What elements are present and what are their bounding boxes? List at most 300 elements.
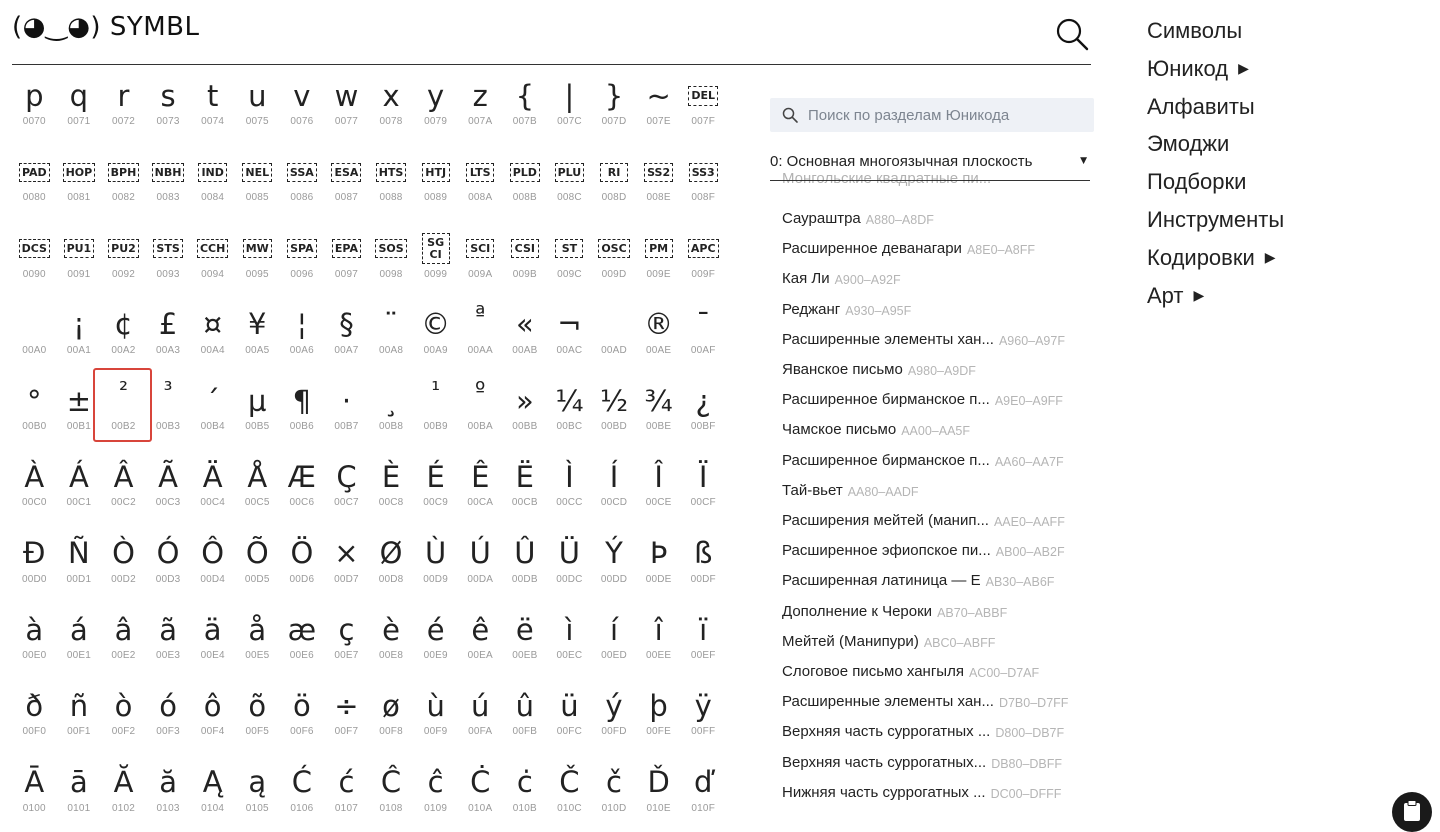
char-cell-00BB[interactable] xyxy=(503,373,548,449)
char-cell-00D2[interactable] xyxy=(101,526,146,602)
char-glyph: ï xyxy=(699,612,708,647)
char-cell-00BC[interactable] xyxy=(547,373,592,449)
char-cell-00DA[interactable] xyxy=(458,526,503,602)
char-code: 009E xyxy=(646,268,671,280)
char-cell-00AC[interactable] xyxy=(547,297,592,373)
char-glyph: Ì xyxy=(565,459,574,494)
char-glyph: ¡ xyxy=(73,307,85,342)
char-cell-010D[interactable] xyxy=(592,755,637,831)
char-code: 0082 xyxy=(111,192,135,204)
block-search-input[interactable] xyxy=(808,98,1088,132)
char-code: 008D xyxy=(601,192,627,204)
block-list-item[interactable] xyxy=(782,270,1092,292)
char-code: 0094 xyxy=(201,268,225,280)
char-code: 00A7 xyxy=(334,344,359,356)
char-cell-0081[interactable] xyxy=(57,144,102,220)
nav-item-3[interactable] xyxy=(1147,131,1229,157)
char-cell-007F[interactable] xyxy=(681,68,726,144)
char-code: 007A xyxy=(468,116,493,127)
char-cell-00B2[interactable] xyxy=(101,373,146,449)
char-code: 00C9 xyxy=(423,497,448,509)
char-cell-0084[interactable] xyxy=(190,144,235,220)
char-cell-00E9[interactable] xyxy=(413,602,458,678)
char-cell-00FF[interactable] xyxy=(681,678,726,754)
char-cell-008E[interactable] xyxy=(636,144,681,220)
char-cell-00D8[interactable] xyxy=(369,526,414,602)
block-list-item[interactable] xyxy=(782,603,1092,625)
char-cell-00C7[interactable] xyxy=(324,449,369,525)
char-glyph: ù xyxy=(426,688,445,723)
char-glyph: Ó xyxy=(156,536,180,571)
char-code: 00B0 xyxy=(22,421,47,433)
site-logo[interactable]: (◕‿◕) SYMBL xyxy=(12,12,200,42)
char-cell-0087[interactable] xyxy=(324,144,369,220)
char-glyph: Ð xyxy=(23,536,46,571)
char-cell-010E[interactable] xyxy=(636,755,681,831)
unicode-block-list[interactable] xyxy=(770,170,1092,810)
char-code: 00DD xyxy=(600,573,628,585)
char-cell-00C4[interactable] xyxy=(190,449,235,525)
char-cell-0090[interactable] xyxy=(12,221,57,297)
char-cell-0092[interactable] xyxy=(101,221,146,297)
char-cell-00C9[interactable] xyxy=(413,449,458,525)
char-cell-00CC[interactable] xyxy=(547,449,592,525)
block-name: Расширенное бирманское п... xyxy=(782,451,990,469)
char-cell-00EE[interactable] xyxy=(636,602,681,678)
char-glyph: Á xyxy=(68,459,89,494)
char-glyph: STS xyxy=(146,227,191,271)
char-glyph: ³ xyxy=(163,378,173,404)
char-cell-00C3[interactable] xyxy=(146,449,191,525)
char-cell-007A[interactable] xyxy=(458,68,503,144)
char-cell-00E5[interactable] xyxy=(235,602,280,678)
char-glyph: RI xyxy=(592,150,637,194)
char-code: 0108 xyxy=(379,802,403,814)
char-cell-00E4[interactable] xyxy=(190,602,235,678)
char-cell-0094[interactable] xyxy=(190,221,235,297)
char-cell-0086[interactable] xyxy=(280,144,325,220)
char-cell-009C[interactable] xyxy=(547,221,592,297)
char-code: 00A0 xyxy=(22,344,47,356)
char-cell-00F4[interactable] xyxy=(190,678,235,754)
block-list-item[interactable] xyxy=(782,784,1092,806)
block-range: AA00–AA5F xyxy=(901,424,971,439)
char-code: 00C6 xyxy=(289,497,315,509)
block-list-item[interactable] xyxy=(782,633,1092,655)
char-glyph: ó xyxy=(159,688,177,723)
char-cell-007E[interactable] xyxy=(636,68,681,144)
char-code: 00C0 xyxy=(21,497,47,509)
char-glyph: Ú xyxy=(469,536,491,571)
char-code: 0084 xyxy=(201,192,225,204)
char-code: 010C xyxy=(557,802,582,814)
block-search-box[interactable] xyxy=(770,98,1094,132)
char-cell-0088[interactable] xyxy=(369,144,414,220)
char-code: 0092 xyxy=(111,268,135,280)
char-code: 0078 xyxy=(379,116,403,127)
char-cell-0091[interactable] xyxy=(57,221,102,297)
char-cell-00A9[interactable] xyxy=(413,297,458,373)
char-code: 0071 xyxy=(67,116,91,127)
char-cell-00AF[interactable] xyxy=(681,297,726,373)
block-list-item[interactable] xyxy=(782,663,1092,685)
block-range: AA60–AA7F xyxy=(994,454,1064,469)
char-cell-00B8[interactable] xyxy=(369,373,414,449)
char-cell-0108[interactable] xyxy=(369,755,414,831)
char-cell-009F[interactable] xyxy=(681,221,726,297)
char-cell-00AA[interactable] xyxy=(458,297,503,373)
char-cell-00FC[interactable] xyxy=(547,678,592,754)
char-code: 00A9 xyxy=(423,344,448,356)
char-cell-007D[interactable] xyxy=(592,68,637,144)
char-cell-0104[interactable] xyxy=(190,755,235,831)
char-cell-008D[interactable] xyxy=(592,144,637,220)
char-cell-0093[interactable] xyxy=(146,221,191,297)
char-cell-00AB[interactable] xyxy=(503,297,548,373)
char-code: 00E3 xyxy=(156,650,181,662)
char-code: 00A3 xyxy=(156,344,181,356)
char-code: 00E8 xyxy=(378,650,404,662)
char-code: 008E xyxy=(646,192,671,204)
char-cell-00BA[interactable] xyxy=(458,373,503,449)
block-list-item[interactable] xyxy=(782,452,1092,474)
char-glyph: Ù xyxy=(425,536,447,571)
char-glyph: Æ xyxy=(287,459,316,494)
char-cell-00E1[interactable] xyxy=(57,602,102,678)
char-cell-00A1[interactable] xyxy=(57,297,102,373)
char-cell-00D1[interactable] xyxy=(57,526,102,602)
char-cell-00A8[interactable] xyxy=(369,297,414,373)
char-cell-00AE[interactable] xyxy=(636,297,681,373)
char-cell-00F7[interactable] xyxy=(324,678,369,754)
char-code: 0103 xyxy=(156,802,180,814)
char-cell-00A6[interactable] xyxy=(280,297,325,373)
char-cell-0097[interactable] xyxy=(324,221,369,297)
char-code: 00D5 xyxy=(244,573,270,585)
char-code: 00F1 xyxy=(67,726,91,738)
char-code: 00DC xyxy=(556,573,583,585)
char-cell-007C[interactable] xyxy=(547,68,592,144)
char-cell-00EC[interactable] xyxy=(547,602,592,678)
char-code: 008A xyxy=(468,192,493,204)
char-cell-00EA[interactable] xyxy=(458,602,503,678)
char-cell-010A[interactable] xyxy=(458,755,503,831)
nav-item-1[interactable] xyxy=(1147,56,1249,82)
dropdown-arrow-icon: ▼ xyxy=(1080,156,1087,166)
char-glyph: ½ xyxy=(599,383,629,418)
char-code: 009D xyxy=(601,268,627,280)
char-code: 00B8 xyxy=(378,421,404,433)
char-cell-0083[interactable] xyxy=(146,144,191,220)
char-code: 00BE xyxy=(645,421,672,433)
char-cell-0070[interactable] xyxy=(12,68,57,144)
char-cell-00AD[interactable] xyxy=(592,297,637,373)
char-cell-00E0[interactable] xyxy=(12,602,57,678)
block-name: Яванское письмо xyxy=(782,361,903,378)
char-code: 00EA xyxy=(467,650,493,662)
char-code: 00D7 xyxy=(334,573,359,585)
block-list-item[interactable] xyxy=(782,572,1092,594)
char-cell-00A0[interactable] xyxy=(12,297,57,373)
char-code: 00B3 xyxy=(156,421,181,433)
block-list-item[interactable] xyxy=(782,693,1092,715)
char-cell-00FE[interactable] xyxy=(636,678,681,754)
char-glyph: Ă xyxy=(113,765,134,800)
char-cell-0098[interactable] xyxy=(369,221,414,297)
char-cell-0078[interactable] xyxy=(369,68,414,144)
char-cell-00B9[interactable] xyxy=(413,373,458,449)
char-cell-00C8[interactable] xyxy=(369,449,414,525)
char-code: 00FF xyxy=(691,726,716,738)
char-cell-0106[interactable] xyxy=(280,755,325,831)
clipboard-button[interactable] xyxy=(1392,792,1432,832)
block-list-item[interactable] xyxy=(782,754,1092,776)
char-code: 00F2 xyxy=(111,726,136,738)
char-cell-00FB[interactable] xyxy=(503,678,548,754)
char-cell-00EB[interactable] xyxy=(503,602,548,678)
char-glyph: DCS xyxy=(12,227,57,271)
char-cell-00DE[interactable] xyxy=(636,526,681,602)
char-glyph: LTS xyxy=(458,150,503,194)
char-cell-00A2[interactable] xyxy=(101,297,146,373)
char-cell-00D6[interactable] xyxy=(280,526,325,602)
char-cell-010B[interactable] xyxy=(503,755,548,831)
char-cell-0103[interactable] xyxy=(146,755,191,831)
char-cell-00B1[interactable] xyxy=(57,373,102,449)
char-cell-007B[interactable] xyxy=(503,68,548,144)
block-name: Расширенное эфиопское пи... xyxy=(782,542,991,560)
char-cell-0089[interactable] xyxy=(413,144,458,220)
char-cell-00FA[interactable] xyxy=(458,678,503,754)
char-cell-0082[interactable] xyxy=(101,144,146,220)
char-glyph: ô xyxy=(203,688,222,723)
char-cell-008A[interactable] xyxy=(458,144,503,220)
char-cell-00F6[interactable] xyxy=(280,678,325,754)
block-list-item[interactable] xyxy=(782,542,1092,564)
char-glyph: Ñ xyxy=(68,536,90,571)
char-cell-00C5[interactable] xyxy=(235,449,280,525)
char-cell-0080[interactable] xyxy=(12,144,57,220)
block-list-item[interactable] xyxy=(782,482,1092,504)
char-cell-00D0[interactable] xyxy=(12,526,57,602)
char-cell-00F5[interactable] xyxy=(235,678,280,754)
char-cell-00D3[interactable] xyxy=(146,526,191,602)
char-glyph: õ xyxy=(248,688,267,723)
char-cell-010C[interactable] xyxy=(547,755,592,831)
char-cell-009E[interactable] xyxy=(636,221,681,297)
char-cell-00B5[interactable] xyxy=(235,373,280,449)
char-cell-0105[interactable] xyxy=(235,755,280,831)
char-cell-00D9[interactable] xyxy=(413,526,458,602)
char-cell-0100[interactable] xyxy=(12,755,57,831)
block-list-item[interactable] xyxy=(782,723,1092,745)
char-cell-00DD[interactable] xyxy=(592,526,637,602)
char-code: 0097 xyxy=(334,268,358,280)
char-cell-0096[interactable] xyxy=(280,221,325,297)
char-cell-00D4[interactable] xyxy=(190,526,235,602)
char-cell-0074[interactable] xyxy=(190,68,235,144)
char-code: 00DE xyxy=(645,573,672,585)
char-cell-00F0[interactable] xyxy=(12,678,57,754)
char-code: 00D3 xyxy=(155,573,181,585)
char-cell-00B6[interactable] xyxy=(280,373,325,449)
char-cell-00A7[interactable] xyxy=(324,297,369,373)
search-button[interactable] xyxy=(1054,16,1090,52)
char-glyph: Ã xyxy=(158,459,178,494)
char-cell-00B3[interactable] xyxy=(146,373,191,449)
char-code: 00F5 xyxy=(245,726,270,738)
char-code: 00A8 xyxy=(378,344,404,356)
char-cell-0102[interactable] xyxy=(101,755,146,831)
char-cell-00E6[interactable] xyxy=(280,602,325,678)
char-glyph: é xyxy=(426,612,445,647)
char-cell-00FD[interactable] xyxy=(592,678,637,754)
char-cell-009B[interactable] xyxy=(503,221,548,297)
nav-item-2[interactable] xyxy=(1147,94,1255,120)
char-code: 00AE xyxy=(645,344,672,356)
char-cell-00A3[interactable] xyxy=(146,297,191,373)
char-code: 00C4 xyxy=(200,497,226,509)
char-code: 00F0 xyxy=(22,726,47,738)
char-cell-00DC[interactable] xyxy=(547,526,592,602)
char-glyph: þ xyxy=(649,688,668,723)
char-glyph: ð xyxy=(25,688,44,723)
char-cell-0071[interactable] xyxy=(57,68,102,144)
nav-item-6[interactable] xyxy=(1147,245,1276,271)
block-name: Кая Ли xyxy=(782,270,830,288)
char-cell-0085[interactable] xyxy=(235,144,280,220)
char-code: 0073 xyxy=(156,116,180,127)
char-code: 0107 xyxy=(334,802,358,814)
block-list-item[interactable] xyxy=(782,210,1092,232)
char-cell-00A4[interactable] xyxy=(190,297,235,373)
char-cell-00C2[interactable] xyxy=(101,449,146,525)
char-cell-00C6[interactable] xyxy=(280,449,325,525)
block-list-item[interactable] xyxy=(782,240,1092,262)
char-cell-00F8[interactable] xyxy=(369,678,414,754)
char-cell-00BF[interactable] xyxy=(681,373,726,449)
block-name: Расширенное деванагари xyxy=(782,240,962,258)
char-cell-00D5[interactable] xyxy=(235,526,280,602)
char-glyph: Ā xyxy=(24,765,45,800)
char-cell-00B4[interactable] xyxy=(190,373,235,449)
char-glyph: ö xyxy=(292,688,311,723)
block-list-item[interactable] xyxy=(782,391,1092,413)
nav-item-label: Символы xyxy=(1147,18,1243,43)
char-code: 00E0 xyxy=(22,650,47,662)
char-glyph: Û xyxy=(514,536,536,571)
char-glyph: Ë xyxy=(515,459,534,494)
char-code: 00D8 xyxy=(378,573,404,585)
char-cell-0079[interactable] xyxy=(413,68,458,144)
nav-item-label: Инструменты xyxy=(1147,207,1285,232)
char-cell-0095[interactable] xyxy=(235,221,280,297)
char-cell-00C0[interactable] xyxy=(12,449,57,525)
char-code: 00F6 xyxy=(290,726,314,738)
block-range: A960–A97F xyxy=(998,333,1065,348)
char-cell-00E2[interactable] xyxy=(101,602,146,678)
char-cell-0076[interactable] xyxy=(280,68,325,144)
char-cell-00DB[interactable] xyxy=(503,526,548,602)
char-cell-00DF[interactable] xyxy=(681,526,726,602)
search-icon xyxy=(1054,16,1090,52)
char-cell-009A[interactable] xyxy=(458,221,503,297)
char-glyph: ° xyxy=(27,383,42,418)
char-code: 0102 xyxy=(111,802,135,814)
char-cell-009D[interactable] xyxy=(592,221,637,297)
char-cell-008F[interactable] xyxy=(681,144,726,220)
char-cell-008B[interactable] xyxy=(503,144,548,220)
char-cell-00EF[interactable] xyxy=(681,602,726,678)
char-code: 00B6 xyxy=(289,421,314,433)
char-cell-00F2[interactable] xyxy=(101,678,146,754)
char-cell-00CF[interactable] xyxy=(681,449,726,525)
char-glyph: Î xyxy=(654,459,663,494)
block-list-item[interactable] xyxy=(782,512,1092,534)
char-cell-00ED[interactable] xyxy=(592,602,637,678)
char-code: 0088 xyxy=(379,192,403,204)
char-cell-00E8[interactable] xyxy=(369,602,414,678)
char-cell-0075[interactable] xyxy=(235,68,280,144)
nav-item-4[interactable] xyxy=(1147,169,1246,195)
char-cell-00B7[interactable] xyxy=(324,373,369,449)
block-name: Дополнение к Чероки xyxy=(782,602,933,620)
char-cell-0073[interactable] xyxy=(146,68,191,144)
char-glyph: É xyxy=(426,459,445,494)
char-cell-00BD[interactable] xyxy=(592,373,637,449)
char-cell-00CA[interactable] xyxy=(458,449,503,525)
char-cell-00C1[interactable] xyxy=(57,449,102,525)
char-cell-0072[interactable] xyxy=(101,68,146,144)
char-code: 0099 xyxy=(424,268,448,280)
char-cell-0107[interactable] xyxy=(324,755,369,831)
char-cell-00CB[interactable] xyxy=(503,449,548,525)
char-cell-00CD[interactable] xyxy=(592,449,637,525)
char-cell-00A5[interactable] xyxy=(235,297,280,373)
char-code: 00F3 xyxy=(156,726,180,738)
char-cell-00F9[interactable] xyxy=(413,678,458,754)
char-cell-00E3[interactable] xyxy=(146,602,191,678)
nav-item-5[interactable] xyxy=(1147,207,1284,233)
block-list-item[interactable] xyxy=(782,361,1092,383)
char-cell-00B0[interactable] xyxy=(12,373,57,449)
char-cell-0099[interactable] xyxy=(413,221,458,297)
char-glyph: PLD xyxy=(503,150,548,194)
char-code: 00CE xyxy=(645,497,672,509)
char-code: 00C1 xyxy=(66,497,92,509)
char-cell-010F[interactable] xyxy=(681,755,726,831)
nav-item-7[interactable] xyxy=(1147,283,1204,309)
char-cell-00F3[interactable] xyxy=(146,678,191,754)
char-glyph: ê xyxy=(471,612,490,647)
block-list-item[interactable] xyxy=(782,331,1092,353)
char-cell-00E7[interactable] xyxy=(324,602,369,678)
char-cell-0101[interactable] xyxy=(57,755,102,831)
nav-item-0[interactable] xyxy=(1147,18,1242,44)
char-cell-008C[interactable] xyxy=(547,144,592,220)
char-cell-0077[interactable] xyxy=(324,68,369,144)
char-glyph: } xyxy=(604,78,624,113)
block-list-item[interactable] xyxy=(782,301,1092,323)
char-glyph: ç xyxy=(338,612,355,647)
char-cell-00BE[interactable] xyxy=(636,373,681,449)
char-cell-00CE[interactable] xyxy=(636,449,681,525)
char-cell-00F1[interactable] xyxy=(57,678,102,754)
char-cell-00D7[interactable] xyxy=(324,526,369,602)
char-cell-0109[interactable] xyxy=(413,755,458,831)
char-glyph: ø xyxy=(382,688,400,723)
block-list-item[interactable] xyxy=(782,421,1092,443)
